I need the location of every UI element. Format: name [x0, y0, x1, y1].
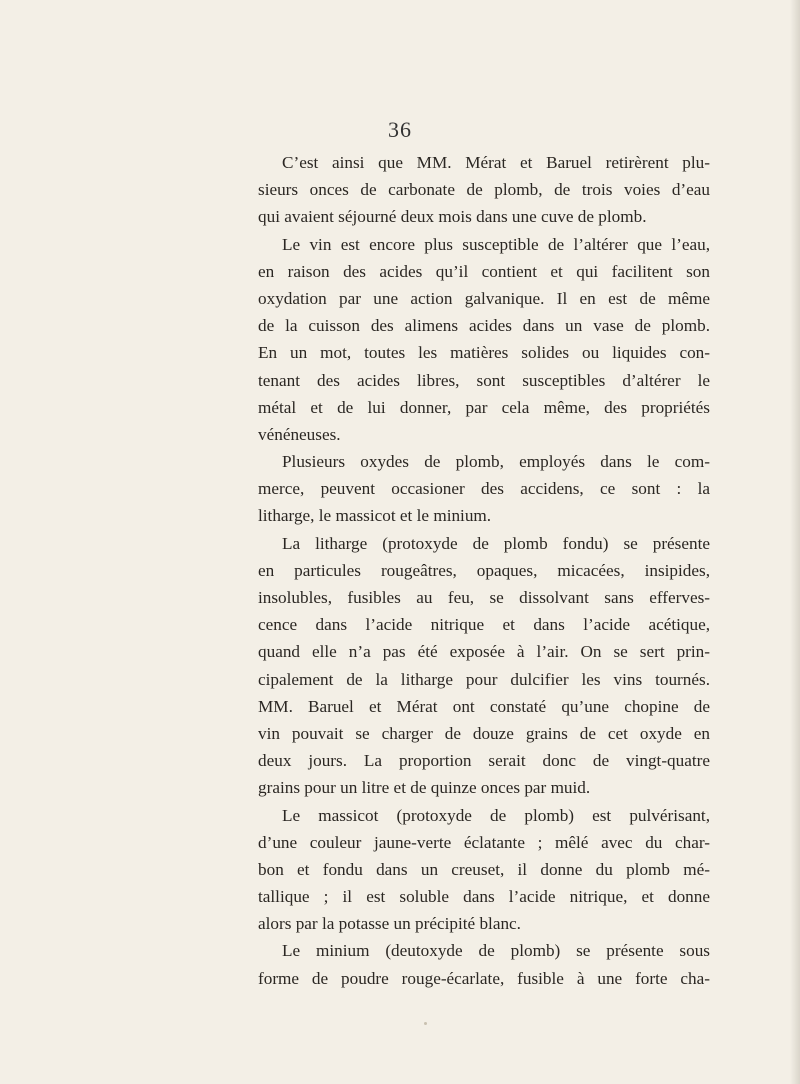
- text-line: bon et fondu dans un creuset, il donne du plomb mé-: [258, 859, 710, 879]
- text-line: sieurs onces de carbonate de plomb, de trois voies d’eau: [258, 180, 710, 200]
- text-line: vénéneuses.: [258, 424, 341, 444]
- text-line: En un mot, toutes les matières solides ou liquides con-: [258, 343, 710, 363]
- text-line: quand elle n’a pas été exposée à l’air. On se sert prin-: [258, 642, 710, 662]
- page-edge-shadow: [790, 0, 800, 1084]
- text-line: Le massicot (protoxyde de plomb) est pulvérisant,: [282, 805, 710, 825]
- text-line: Le vin est encore plus susceptible de l’altérer que l’eau,: [282, 234, 710, 254]
- text-line: métal et de lui donner, par cela même, des propriétés: [258, 397, 710, 417]
- text-line: alors par la potasse un précipité blanc.: [258, 914, 521, 934]
- text-line: qui avaient séjourné deux mois dans une cuve de plomb.: [258, 207, 647, 227]
- paper-speck: [424, 1022, 427, 1025]
- page-number: 36: [388, 117, 412, 142]
- text-line: Plusieurs oxydes de plomb, employés dans le com-: [282, 452, 710, 472]
- text-line: vin pouvait se charger de douze grains de cet oxyde en: [258, 723, 710, 743]
- text-line: Le minium (deutoxyde de plomb) se présente sous: [282, 941, 710, 961]
- text-line: merce, peuvent occasioner des accidens, ce sont : la: [258, 479, 710, 499]
- text-line: forme de poudre rouge-écarlate, fusible à une forte cha-: [258, 968, 710, 988]
- text-line: en particules rougeâtres, opaques, micacées, insipides,: [258, 560, 710, 580]
- text-line: oxydation par une action galvanique. Il en est de même: [258, 288, 710, 308]
- body-text: [258, 149, 710, 992]
- text-line: en raison des acides qu’il contient et qui facilitent son: [258, 261, 710, 281]
- text-line: grains pour un litre et de quinze onces par muid.: [258, 778, 591, 798]
- text-line: deux jours. La proportion serait donc de vingt-quatre: [258, 751, 710, 771]
- text-line: La litharge (protoxyde de plomb fondu) se présente: [282, 533, 710, 553]
- text-line: litharge, le massicot et le minium.: [258, 506, 492, 526]
- text-line: cipalement de la litharge pour dulcifier les vins tournés.: [258, 669, 710, 689]
- text-line: cence dans l’acide nitrique et dans l’acide acétique,: [258, 615, 710, 635]
- text-line: tallique ; il est soluble dans l’acide nitrique, et donne: [258, 887, 710, 907]
- text-line: de la cuisson des alimens acides dans un vase de plomb.: [258, 316, 710, 336]
- text-line: C’est ainsi que MM. Mérat et Baruel retirèrent plu-: [282, 153, 710, 172]
- text-line: d’une couleur jaune-verte éclatante ; mêlé avec du char-: [258, 832, 710, 852]
- text-line: tenant des acides libres, sont susceptibles d’altérer le: [258, 370, 710, 390]
- text-line: MM. Baruel et Mérat ont constaté qu’une chopine de: [258, 696, 710, 716]
- text-line: insolubles, fusibles au feu, se dissolvant sans efferves-: [258, 588, 710, 607]
